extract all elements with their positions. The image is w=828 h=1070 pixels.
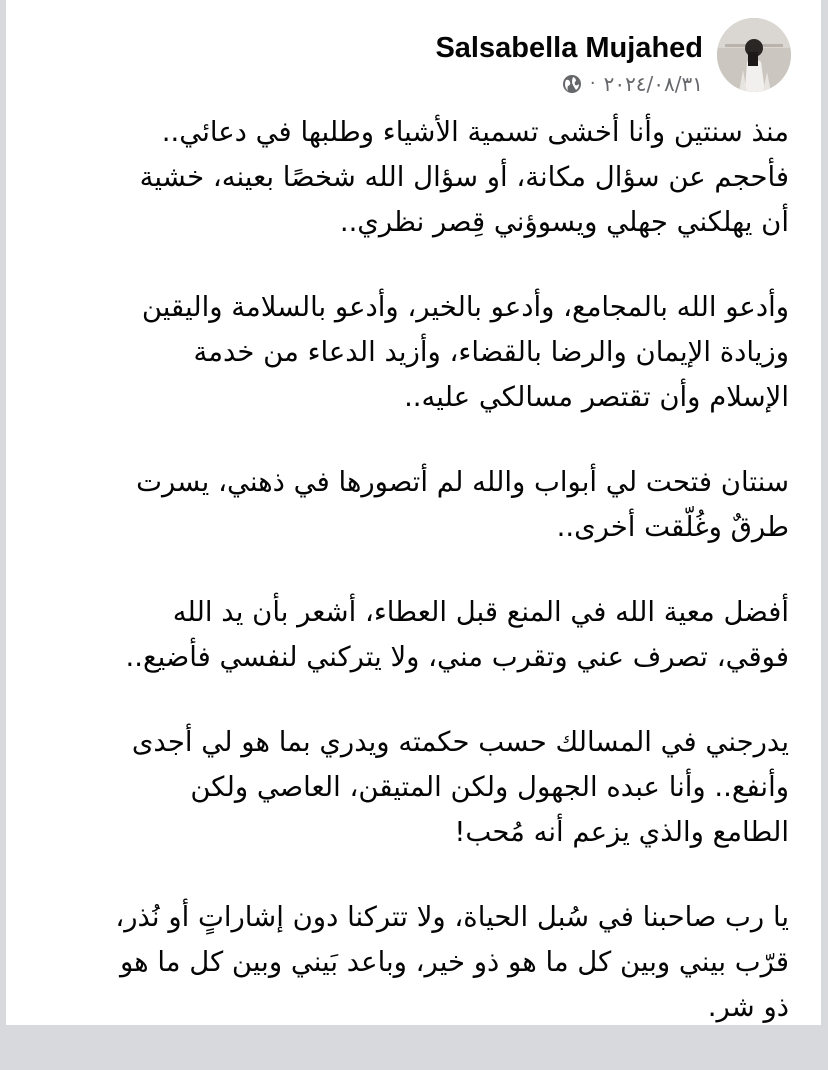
post-header bbox=[435, 18, 791, 96]
post-line: منذ سنتين وأنا أخشى تسمية الأشياء وطلبها في دعائي.. bbox=[161, 116, 789, 148]
author-name[interactable]: Salsabella Mujahed bbox=[435, 32, 703, 64]
post-paragraph bbox=[32, 285, 789, 420]
post-paragraph bbox=[32, 895, 789, 1030]
avatar[interactable] bbox=[717, 18, 791, 92]
post-line: فوقي، تصرف عني وتقرب مني، ولا يتركني لنفسي فأضيع.. bbox=[125, 641, 789, 673]
post-paragraph bbox=[32, 460, 789, 550]
post-line: قرّب بيني وبين كل ما هو ذو خير، وباعد بَيني وبين كل ما هو bbox=[119, 946, 789, 978]
post-text bbox=[32, 110, 789, 1070]
post-date[interactable]: ٢٠٢٤/٠٨/٣١ bbox=[603, 72, 703, 96]
post-paragraph bbox=[32, 110, 789, 245]
post-line: وأدعو الله بالمجامع، وأدعو بالخير، وأدعو بالسلامة واليقين bbox=[141, 291, 789, 323]
post-line: يا رب صاحبنا في سُبل الحياة، ولا تتركنا دون إشاراتٍ أو نُذر، bbox=[115, 901, 789, 933]
post-meta bbox=[435, 18, 703, 96]
avatar-image bbox=[717, 18, 791, 92]
post-line: الإسلام وأن تقتصر مسالكي عليه.. bbox=[404, 381, 789, 413]
globe-icon[interactable] bbox=[562, 74, 582, 94]
separator-dot: · bbox=[589, 73, 596, 94]
post-line: يدرجني في المسالك حسب حكمته ويدري بما هو لي أجدى bbox=[131, 726, 789, 758]
post-line: طرقٌ وغُلّقت أخرى.. bbox=[556, 511, 789, 543]
post-line: سنتان فتحت لي أبواب والله لم أتصورها في ذهني، يسرت bbox=[136, 466, 789, 498]
post-paragraph bbox=[32, 590, 789, 680]
post-paragraph bbox=[32, 720, 789, 855]
post-line: فأحجم عن سؤال مكانة، أو سؤال الله شخصًا بعينه، خشية bbox=[139, 161, 789, 193]
post-line: وأنفع.. وأنا عبده الجهول ولكن المتيقن، العاصي ولكن bbox=[190, 771, 789, 803]
post-line: وزيادة الإيمان والرضا بالقضاء، وأزيد الدعاء من خدمة bbox=[193, 336, 789, 368]
post-subline bbox=[435, 72, 703, 96]
post-line: ذو شر. bbox=[707, 991, 789, 1023]
post-line: أن يهلكني جهلي ويسوؤني قِصر نظري.. bbox=[339, 206, 789, 238]
post-card bbox=[6, 0, 821, 1025]
post-line: الطامع والذي يزعم أنه مُحب! bbox=[454, 816, 789, 848]
post-line: أفضل معية الله في المنع قبل العطاء، أشعر بأن يد الله bbox=[172, 596, 789, 628]
